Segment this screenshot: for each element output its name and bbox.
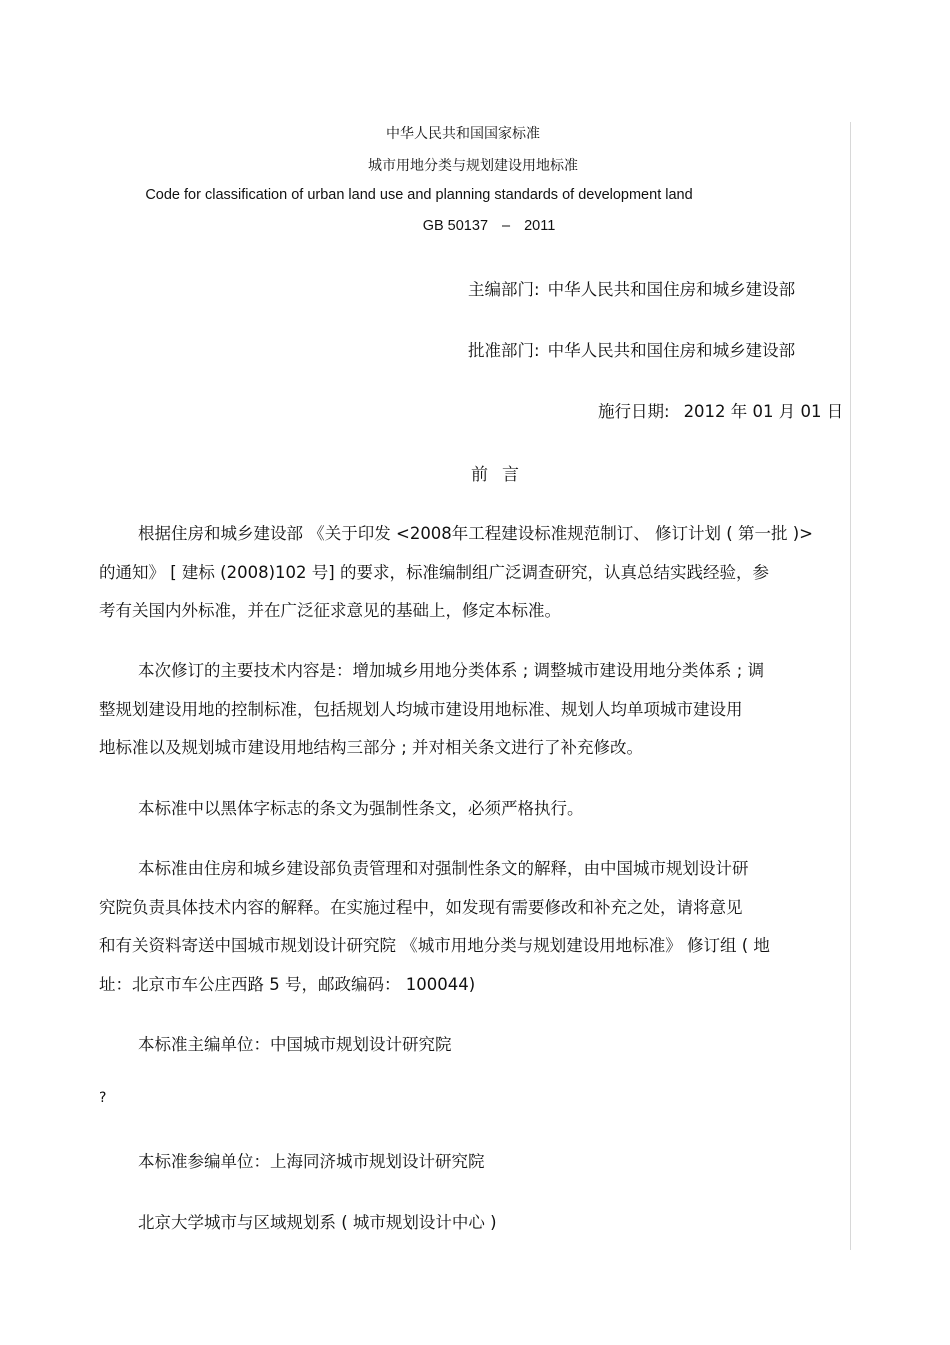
preface-heading: 前言 bbox=[471, 465, 533, 485]
chief-department-value: 中华人民共和国住房和城乡建设部 bbox=[547, 280, 796, 299]
standard-chinese-title: 城市用地分类与规划建设用地标准 bbox=[368, 158, 578, 174]
paragraph-line: 本标准参编单位：上海同济城市规划设计研究院 bbox=[138, 1152, 485, 1171]
paragraph-line: 本标准主编单位：中国城市规划设计研究院 bbox=[138, 1035, 452, 1054]
standard-english-title: Code for classification of urban land use and planning standards of development land bbox=[145, 187, 693, 203]
paragraph-line: 地标准以及规划城市建设用地结构三部分 ; 并对相关条文进行了补充修改。 bbox=[99, 738, 644, 757]
standard-year: 2011 bbox=[524, 218, 556, 234]
paragraph-line: 考有关国内外标准，并在广泛征求意见的基础上，修定本标准。 bbox=[99, 601, 561, 620]
paragraph-line: 址：北京市车公庄西路 5 号，邮政编码： 100044) bbox=[99, 975, 476, 994]
standard-category-title: 中华人民共和国国家标准 bbox=[386, 126, 540, 142]
approval-department-value: 中华人民共和国住房和城乡建设部 bbox=[547, 341, 796, 360]
paragraph-line: 根据住房和城乡建设部 《关于印发 <2008年工程建设标准规范制订、 修订计划 ( 第一批 )> bbox=[138, 524, 813, 543]
standard-number bbox=[14, 218, 950, 234]
paragraph-line: 究院负责具体技术内容的解释。在实施过程中，如发现有需要修改和补充之处，请将意见 bbox=[99, 898, 743, 917]
paragraph-line: 北京大学城市与区域规划系 ( 城市规划设计中心 ) bbox=[138, 1213, 497, 1232]
standard-code: GB 50137 bbox=[422, 218, 489, 234]
paragraph-line: 本标准由住房和城乡建设部负责管理和对强制性条文的解释，由中国城市规划设计研 bbox=[138, 859, 749, 878]
approval-department bbox=[468, 337, 795, 361]
approval-department-label: 批准部门: bbox=[468, 341, 540, 360]
paragraph-line: 整规划建设用地的控制标准，包括规划人均城市建设用地标准、规划人均单项城市建设用 bbox=[99, 700, 743, 719]
effective-date-value: 2012 年 01 月 01 日 bbox=[683, 402, 844, 421]
paragraph-line: 本次修订的主要技术内容是：增加城乡用地分类体系 ; 调整城市建设用地分类体系 ; 调 bbox=[138, 661, 765, 680]
effective-date-label: 施行日期: bbox=[598, 402, 670, 421]
paragraph-line: ? bbox=[99, 1090, 107, 1106]
chief-department bbox=[468, 276, 795, 300]
paragraph-line: 和有关资料寄送中国城市规划设计研究院 《城市用地分类与规划建设用地标准》 修订组 ( 地 bbox=[99, 936, 770, 955]
effective-date bbox=[598, 398, 843, 422]
page-edge-line bbox=[850, 122, 851, 1250]
standard-dash: – bbox=[502, 218, 511, 234]
chief-department-label: 主编部门: bbox=[468, 280, 540, 299]
paragraph-line: 本标准中以黑体字标志的条文为强制性条文，必须严格执行。 bbox=[138, 799, 584, 818]
paragraph-line: 的通知》 [ 建标 (2008)102 号] 的要求，标准编制组广泛调查研究，认真总结实践经验，参 bbox=[99, 563, 769, 582]
